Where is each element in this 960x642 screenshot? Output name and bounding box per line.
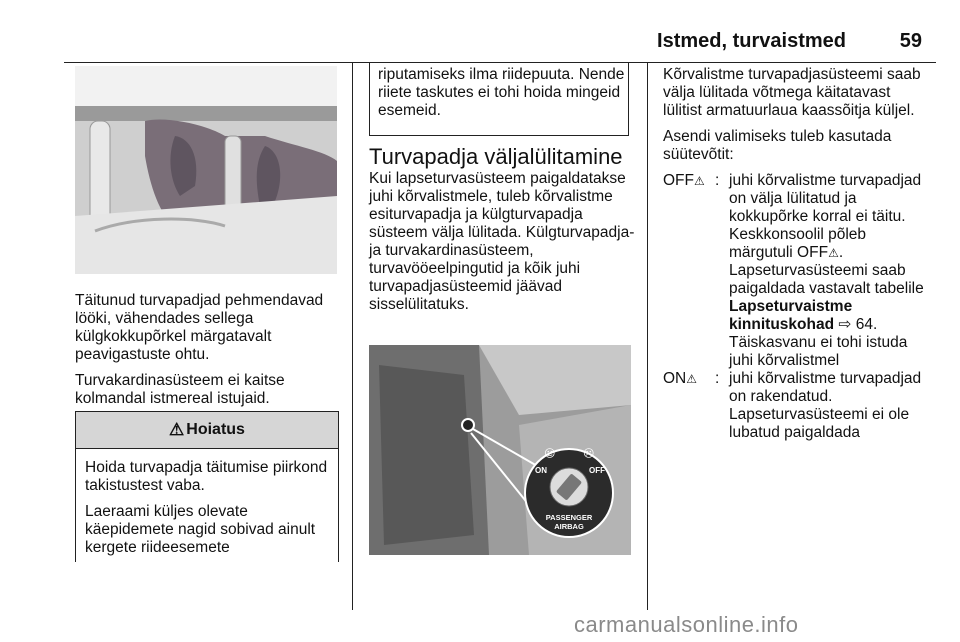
- warning-continuation-text: riputamiseks ilma riidepuuta. Nende riiete taskutes ei tohi hoida mingeid esemeid.: [378, 66, 625, 119]
- on-position-label: ON: [663, 370, 687, 387]
- curtain-airbag-illustration: [75, 66, 337, 274]
- seat-airbag-on-icon: ☺: [544, 447, 556, 460]
- page-reference-arrow-icon: ⇨: [838, 316, 852, 333]
- section-heading: Turvapadja väljalülitamine: [369, 144, 623, 169]
- page-header: [64, 18, 936, 63]
- airbag-switch-illustration: [369, 345, 631, 555]
- seat-airbag-off-icon: ☹: [583, 447, 595, 460]
- warning-triangle-icon: ⚠: [169, 420, 185, 439]
- section-title: Istmed, turvaistmed: [657, 30, 846, 52]
- page-number: 59: [899, 30, 922, 52]
- body-paragraph: Kõrvalistme turvapadjasüsteemi saab välja lülitada võtmega käitatavast lülitist armatuurlaua kaassõitja küljel.: [663, 66, 921, 119]
- off-description-end: Täiskasvanu ei tohi istuda juhi kõrvalistmel: [729, 334, 908, 369]
- off-position-label: OFF: [663, 172, 694, 189]
- column-divider: [647, 62, 648, 610]
- switch-label-line1: PASSENGER: [545, 513, 593, 522]
- right-column-text: [663, 66, 931, 442]
- on-description: juhi kõrvalistme turvapadjad on rakendatud. Lapseturvasüsteemi ei ole lubatud paigaldada: [729, 370, 922, 441]
- warning-paragraph: Hoida turvapadja täitumise piirkond takistustest vaba.: [85, 459, 328, 494]
- switch-label-line2: AIRBAG: [554, 522, 584, 531]
- middle-column-text: [369, 144, 635, 322]
- warning-continuation-box: [369, 62, 629, 136]
- switch-off-label: OFF: [589, 466, 605, 475]
- watermark: carmanualsonline.info: [574, 612, 799, 637]
- body-paragraph: Asendi valimiseks tuleb kasutada süütevõtit:: [663, 128, 892, 163]
- warning-title: Hoiatus: [186, 421, 245, 438]
- caption-paragraph: Täitunud turvapadjad pehmendavad lööki, vähendades sellega külgkokkupõrkel märgatavalt peavigastuste ohtu.: [75, 292, 324, 363]
- page-reference: 64.: [855, 316, 878, 333]
- left-column-text: [75, 292, 337, 416]
- switch-position-list: [663, 172, 931, 442]
- off-description-cont: . Lapseturvasüsteemi saab paigaldada vastavalt tabelile: [729, 244, 924, 297]
- switch-on-label: ON: [535, 466, 547, 475]
- airbag-off-symbol-icon: ⚠: [694, 174, 705, 188]
- body-paragraph: Kui lapseturvasüsteem paigaldatakse juhi kõrvalistmele, tuleb kõrvalistme esiturvapadja ja külgturvapadja süsteem välja lülitada. Külgturvapadja- ja turvakardinasüsteem, turvavööeelpingutid ja kõik juhi turvapadjasüsteemid jäävad sisselülitatuks.: [369, 170, 635, 313]
- warning-box: [75, 411, 339, 562]
- warning-paragraph: Laeraami küljes olevate käepidemete nagid sobivad ainult kergete riideesemete: [85, 503, 316, 556]
- caption-paragraph: Turvakardinasüsteem ei kaitse kolmandal istmereal istujaid.: [75, 372, 285, 407]
- list-item: OFF⚠ : juhi kõrvalistme turvapadjad on välja lülitatud ja kokkupõrke korral ei täitu. Keskkonsoolil põleb märgutuli OFF⚠. Lapseturvasüsteemi saab paigaldada vastavalt tabelile Lapseturvaistme kinnituskohad ⇨ 64. Täiskasvanu ei tohi istuda juhi kõrvalistmel: [663, 172, 924, 369]
- list-item: ON⚠ : juhi kõrvalistme turvapadjad on rakendatud. Lapseturvasüsteemi ei ole lubatud paigaldada: [663, 370, 922, 441]
- cross-reference-link[interactable]: Lapseturvaistme kinnituskohad: [729, 298, 853, 333]
- off-description: juhi kõrvalistme turvapadjad on välja lülitatud ja kokkupõrke korral ei täitu. Keskkonsoolil põleb märgutuli OFF: [729, 172, 922, 261]
- column-divider: [352, 62, 353, 610]
- airbag-off-symbol-icon: ⚠: [828, 246, 839, 260]
- warning-header: [76, 412, 338, 449]
- airbag-on-symbol-icon: ⚠: [686, 372, 698, 386]
